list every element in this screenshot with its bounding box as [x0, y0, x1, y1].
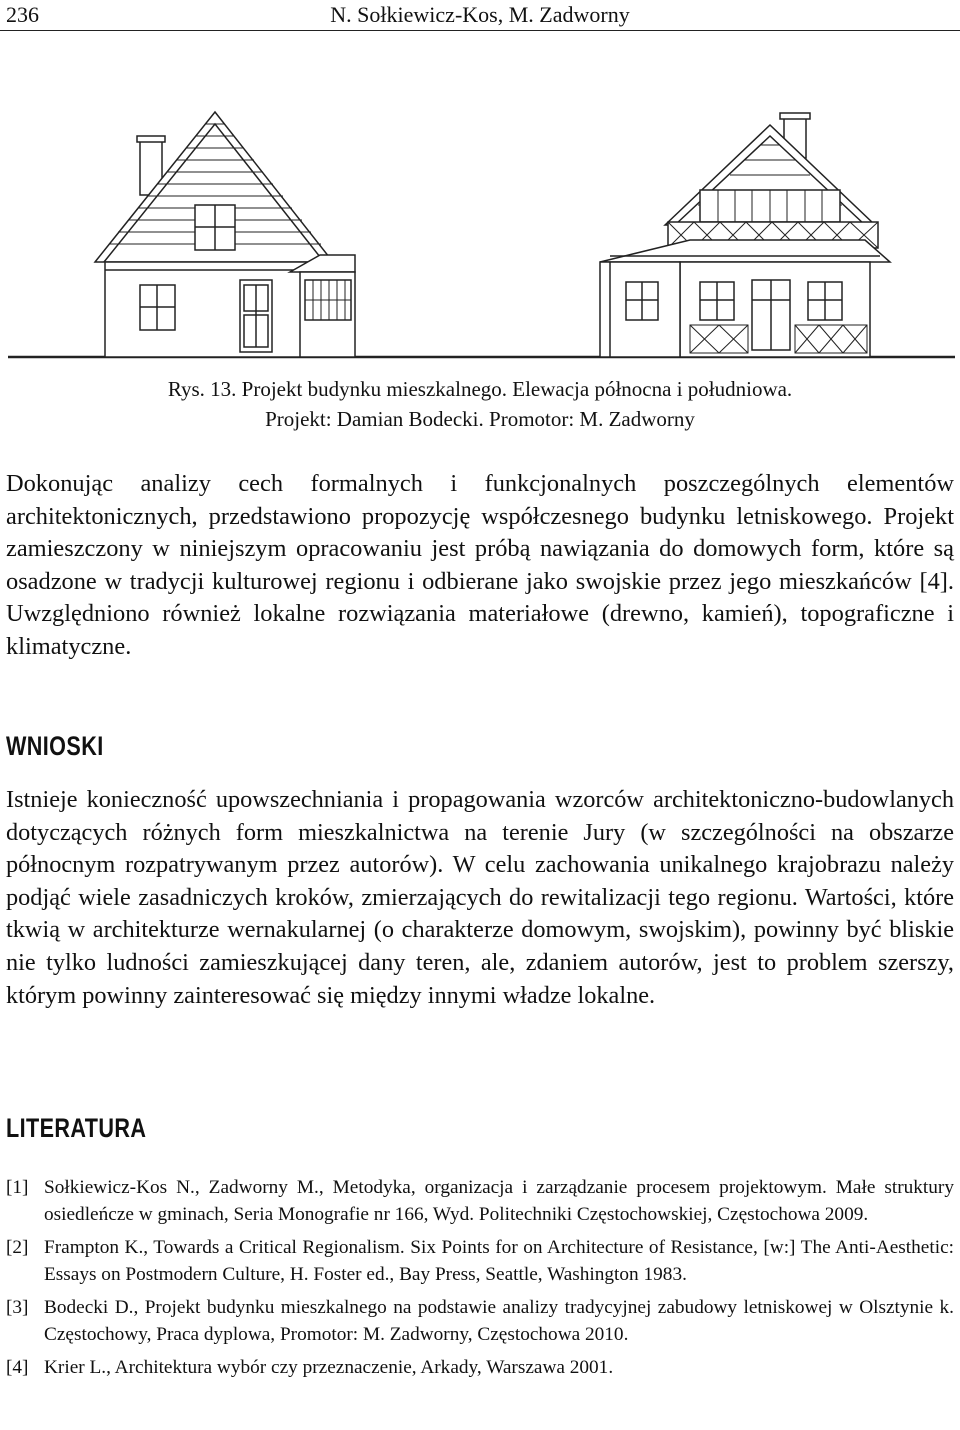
reference-item	[6, 1174, 954, 1228]
intro-paragraph: Dokonując analizy cech formalnych i funkcjonalnych poszczególnych elementów architektonicznych, przedstawiono propozycję współczesnego budynku letniskowego. Projekt zamieszczony w niniejszym opracowaniu jest próbą nawiązania do domowych form, które są osadzone w tradycji kulturowej regionu i odbierane jako swojskie przez jego mieszkańców [4]. Uwzględniono również lokalne rozwiązania materiałowe (drewno, kamień), topograficzne i klimatyczne.	[6, 470, 954, 660]
figure-caption	[0, 374, 960, 434]
page-number: 236	[6, 2, 39, 27]
caption-line-1: Rys. 13. Projekt budynku mieszkalnego. Elewacja północna i południowa.	[167, 377, 793, 401]
elevation-drawing	[0, 100, 960, 365]
literature-heading: LITERATURA	[6, 1113, 147, 1143]
reference-text: Bodecki D., Projekt budynku mieszkalnego na podstawie analizy tradycyjnej zabudowy letniskowej w Olsztynie k. Częstochowy, Praca dyplowa, Promotor: M. Zadworny, Częstochowa 2010.	[44, 1297, 954, 1345]
reference-list	[6, 1174, 954, 1387]
running-title: N. Sołkiewicz-Kos, M. Zadworny	[330, 2, 630, 27]
reference-number: [4]	[6, 1357, 29, 1378]
reference-number: [3]	[6, 1297, 29, 1318]
reference-item	[6, 1234, 954, 1288]
reference-text: Sołkiewicz-Kos N., Zadworny M., Metodyka, organizacja i zarządzanie procesem projektowym. Małe struktury osiedleńcze w gminach, Seria Monografie nr 166, Wyd. Politechniki Częstochowskiej, Częstochowa 2009.	[44, 1177, 954, 1225]
reference-text: Frampton K., Towards a Critical Regionalism. Six Points for on Architecture of Resistance, [w:] The Anti-Aesthetic: Essays on Postmodern Culture, H. Foster ed., Bay Press, Seattle, Washington 1983.	[44, 1237, 954, 1285]
reference-number: [1]	[6, 1177, 29, 1198]
conclusions-paragraph: Istnieje konieczność upowszechniania i propagowania wzorców architektoniczno-budowlanych dotyczących różnych form mieszkalnictwa na terenie Jury (w szczególności na obszarze północnym rozpatrywanym przez autorów). W celu zachowania unikalnego krajobrazu należy podjąć wiele zasadniczych kroków, zmierzających do rewitalizacji tego regionu. Wartości, które tkwią w architekturze wernakularnej (o charakterze domowym, swojskim), powinny być bliskie nie tylko ludności zamieszkującej dany teren, ale, zdaniem autorów, jest to problem szerszy, którym powinny zainteresować się między innymi władze lokalne.	[6, 786, 954, 1009]
north-elevation	[95, 112, 355, 357]
reference-item	[6, 1294, 954, 1348]
conclusions-heading: WNIOSKI	[6, 731, 104, 761]
south-elevation	[600, 113, 890, 357]
page-header	[0, 0, 960, 31]
reference-number: [2]	[6, 1237, 29, 1258]
caption-line-2: Projekt: Damian Bodecki. Promotor: M. Zadworny	[265, 407, 695, 431]
reference-item	[6, 1354, 954, 1381]
reference-text: Krier L., Architektura wybór czy przeznaczenie, Arkady, Warszawa 2001.	[44, 1357, 614, 1378]
